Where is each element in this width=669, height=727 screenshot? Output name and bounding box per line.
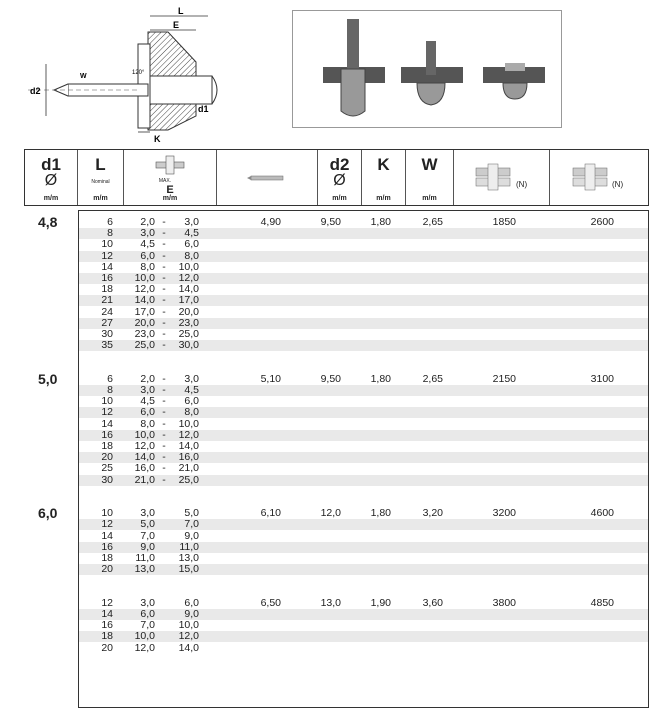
grip-min-cell: 20,0 (134, 316, 155, 329)
shear-strength-cell: 3200 (492, 507, 516, 520)
grip-min-cell: 11,0 (135, 552, 155, 564)
grip-min-cell: 7,0 (140, 619, 155, 632)
table-row (79, 307, 648, 318)
grip-max-cell: 10,0 (178, 619, 199, 632)
grip-min-cell: 14,0 (134, 451, 155, 464)
grip-max-cell: 15,0 (178, 563, 199, 576)
grip-dash-cell: - (162, 238, 166, 251)
length-cell: 16 (101, 619, 113, 632)
shear-strength-cell: 1850 (492, 216, 516, 228)
head-height-cell: 1,80 (370, 372, 391, 385)
table-row (79, 519, 648, 530)
grip-dash-cell: - (162, 272, 166, 284)
table-row (79, 542, 648, 553)
table-header (24, 149, 649, 206)
grip-dash-cell: - (162, 417, 166, 430)
dim-E-label: E (173, 20, 180, 30)
d1-group-label: 5,0 (38, 370, 58, 387)
col-d2-header: d2 Ø m/m (317, 150, 361, 205)
grip-dash-cell: - (162, 384, 166, 396)
length-cell: 30 (101, 328, 113, 340)
dim-W-label: W (80, 73, 87, 80)
grip-max-cell: 13,0 (178, 552, 199, 564)
table-row (79, 340, 648, 351)
length-cell: 24 (101, 305, 113, 318)
grip-dash-cell: - (162, 227, 166, 240)
grip-dash-cell: - (162, 428, 166, 441)
length-cell: 8 (107, 227, 113, 240)
grip-max-cell: 4,5 (184, 227, 199, 240)
head-diameter-cell: 9,50 (320, 216, 341, 228)
length-cell: 14 (101, 260, 113, 273)
table-row (79, 598, 648, 609)
grip-min-cell: 16,0 (134, 462, 155, 475)
rivet-photo-before (323, 19, 385, 116)
rivet-cross-section-diagram (8, 4, 278, 144)
length-cell: 6 (107, 216, 113, 228)
grip-dash-cell: - (162, 473, 166, 486)
grip-min-cell: 3,0 (140, 596, 155, 609)
drill-diameter-cell: 6,10 (260, 507, 281, 520)
length-cell: 30 (101, 473, 113, 486)
grip-max-cell: 14,0 (178, 283, 199, 296)
length-cell: 20 (101, 641, 113, 654)
d1-group-label: 4,8 (38, 214, 58, 230)
drill-diameter-cell: 6,50 (260, 596, 281, 609)
table-row (79, 463, 648, 474)
length-cell: 14 (101, 417, 113, 430)
grip-max-cell: 21,0 (178, 462, 199, 475)
grip-max-cell: 8,0 (184, 249, 199, 262)
tensile-strength-cell: 2600 (590, 216, 614, 228)
length-cell: 21 (101, 294, 113, 307)
table-row (79, 643, 648, 654)
grip-min-cell: 2,0 (140, 372, 155, 385)
grip-max-cell: 12,0 (178, 272, 199, 284)
col-shear-header: (N) (453, 150, 549, 205)
length-cell: 10 (101, 238, 113, 251)
col-drill-header (216, 150, 317, 205)
table-row (79, 251, 648, 262)
grip-min-cell: 12,0 (134, 283, 155, 296)
grip-min-cell: 3,0 (140, 384, 155, 396)
grip-max-cell: 7,0 (184, 518, 199, 531)
grip-max-cell: 5,0 (184, 507, 199, 520)
grip-min-cell: 5,0 (140, 518, 155, 531)
col-d1-header: d1 Ø m/m (41, 155, 61, 202)
grip-min-cell: 9,0 (140, 540, 155, 553)
grip-max-cell: 6,0 (184, 596, 199, 609)
length-cell: 35 (101, 339, 113, 352)
head-diameter-cell: 13,0 (320, 596, 341, 609)
grip-max-cell: 9,0 (184, 608, 199, 620)
grip-min-cell: 6,0 (140, 608, 155, 620)
grip-dash-cell: - (162, 249, 166, 262)
grip-max-cell: 11,0 (179, 540, 199, 553)
grip-max-cell: 8,0 (184, 406, 199, 419)
grip-dash-cell: - (162, 305, 166, 318)
mandrel-diameter-cell: 2,65 (422, 216, 443, 228)
length-cell: 16 (101, 428, 113, 441)
col-K-header: K m/m (361, 150, 405, 205)
grip-dash-cell: - (162, 316, 166, 329)
table-row (79, 531, 648, 542)
mandrel-diameter-cell: 2,65 (422, 372, 443, 385)
head-height-cell: 1,80 (370, 507, 391, 520)
dim-K-label: K (154, 134, 161, 144)
table-row (79, 407, 648, 418)
grip-min-cell: 2,0 (140, 216, 155, 228)
drill-diameter-cell: 4,90 (260, 216, 281, 228)
grip-dash-cell: - (162, 294, 166, 307)
tensile-strength-cell: 3100 (590, 372, 614, 385)
grip-max-cell: 10,0 (178, 417, 199, 430)
d1-group-label: 6,0 (38, 505, 58, 522)
length-cell: 18 (101, 630, 113, 643)
grip-max-cell: 14,0 (178, 440, 199, 452)
head-diameter-cell: 12,0 (320, 507, 341, 520)
grip-max-cell: 17,0 (178, 294, 199, 307)
length-cell: 18 (101, 440, 113, 452)
length-cell: 6 (107, 372, 113, 385)
dim-L-label: L (178, 6, 184, 16)
grip-max-cell: 6,0 (184, 395, 199, 408)
dim-d2-label: d2 (30, 86, 41, 96)
grip-min-cell: 10,0 (134, 630, 155, 643)
length-cell: 18 (101, 283, 113, 296)
rivet-photo-set (483, 63, 545, 99)
grip-max-cell: 9,0 (184, 529, 199, 542)
grip-max-cell: 16,0 (178, 451, 199, 464)
grip-min-cell: 4,5 (140, 395, 155, 408)
length-cell: 12 (101, 518, 113, 531)
grip-min-cell: 7,0 (140, 529, 155, 542)
angle-label: 120° (132, 70, 145, 76)
table-row (79, 620, 648, 631)
grip-max-cell: 25,0 (178, 328, 199, 340)
rivet-photo-setting (401, 41, 463, 105)
head-height-cell: 1,80 (370, 216, 391, 228)
grip-range-icon (150, 154, 190, 176)
length-cell: 14 (101, 608, 113, 620)
grip-min-cell: 10,0 (134, 428, 155, 441)
grip-max-cell: 3,0 (184, 216, 199, 228)
length-cell: 8 (107, 384, 113, 396)
grip-min-cell: 21,0 (134, 473, 155, 486)
table-row (79, 553, 648, 564)
grip-min-cell: 23,0 (134, 328, 155, 340)
grip-min-cell: 8,0 (140, 417, 155, 430)
drill-diameter-cell: 5,10 (260, 372, 281, 385)
grip-min-cell: 8,0 (140, 260, 155, 273)
grip-dash-cell: - (162, 462, 166, 475)
head-height-cell: 1,90 (370, 596, 391, 609)
length-cell: 27 (101, 316, 113, 329)
grip-dash-cell: - (162, 440, 166, 452)
tensile-strength-cell: 4850 (590, 596, 614, 609)
grip-min-cell: 3,0 (140, 227, 155, 240)
shear-strength-cell: 3800 (492, 596, 516, 609)
grip-dash-cell: - (162, 451, 166, 464)
grip-min-cell: 14,0 (134, 294, 155, 307)
grip-min-cell: 4,5 (140, 238, 155, 251)
grip-min-cell: 12,0 (134, 440, 155, 452)
col-E-header: MAX. E m/m (123, 150, 216, 205)
grip-dash-cell: - (162, 283, 166, 296)
table-row (79, 631, 648, 642)
dim-d1-label: d1 (198, 104, 209, 114)
grip-dash-cell: - (162, 260, 166, 273)
length-cell: 16 (101, 540, 113, 553)
col-tensile-header: (N) (549, 150, 647, 205)
length-cell: 20 (101, 563, 113, 576)
mandrel-diameter-cell: 3,60 (422, 596, 443, 609)
grip-dash-cell: - (162, 395, 166, 408)
grip-max-cell: 4,5 (184, 384, 199, 396)
grip-min-cell: 6,0 (140, 249, 155, 262)
table-row (79, 295, 648, 306)
mandrel-diameter-cell: 3,20 (422, 507, 443, 520)
length-cell: 12 (101, 596, 113, 609)
shear-strength-cell: 2150 (492, 372, 516, 385)
length-cell: 18 (101, 552, 113, 564)
col-L-header: L Nominal m/m (77, 150, 123, 205)
grip-max-cell: 25,0 (178, 473, 199, 486)
length-cell: 10 (101, 395, 113, 408)
grip-max-cell: 12,0 (178, 428, 199, 441)
length-cell: 20 (101, 451, 113, 464)
grip-max-cell: 12,0 (178, 630, 199, 643)
grip-dash-cell: - (162, 406, 166, 419)
col-W-header: W m/m (405, 150, 453, 205)
grip-max-cell: 30,0 (178, 339, 199, 352)
length-cell: 14 (101, 529, 113, 542)
grip-max-cell: 3,0 (184, 372, 199, 385)
head-diameter-cell: 9,50 (320, 372, 341, 385)
grip-min-cell: 3,0 (140, 507, 155, 520)
length-cell: 25 (101, 462, 113, 475)
length-cell: 12 (101, 406, 113, 419)
table-row (79, 609, 648, 620)
grip-min-cell: 10,0 (134, 272, 155, 284)
tensile-strength-cell: 4600 (590, 507, 614, 520)
grip-dash-cell: - (162, 328, 166, 340)
grip-dash-cell: - (162, 216, 166, 228)
grip-dash-cell: - (162, 372, 166, 385)
grip-max-cell: 6,0 (184, 238, 199, 251)
grip-min-cell: 12,0 (134, 641, 155, 654)
grip-dash-cell: - (162, 339, 166, 352)
length-cell: 16 (101, 272, 113, 284)
grip-max-cell: 14,0 (178, 641, 199, 654)
rivet-spec-table (78, 210, 649, 708)
rivet-installation-photos (292, 10, 562, 128)
grip-min-cell: 6,0 (140, 406, 155, 419)
grip-min-cell: 13,0 (134, 563, 155, 576)
length-cell: 10 (101, 507, 113, 520)
table-row (79, 419, 648, 430)
grip-min-cell: 25,0 (134, 339, 155, 352)
grip-max-cell: 20,0 (178, 305, 199, 318)
table-row (79, 239, 648, 250)
drill-bit-icon (247, 172, 287, 184)
grip-min-cell: 17,0 (134, 305, 155, 318)
grip-max-cell: 10,0 (178, 260, 199, 273)
grip-max-cell: 23,0 (178, 316, 199, 329)
tensile-force-icon (567, 160, 611, 196)
length-cell: 12 (101, 249, 113, 262)
table-row (79, 508, 648, 519)
table-row (79, 564, 648, 575)
shear-force-icon (470, 160, 514, 196)
table-row (79, 475, 648, 486)
